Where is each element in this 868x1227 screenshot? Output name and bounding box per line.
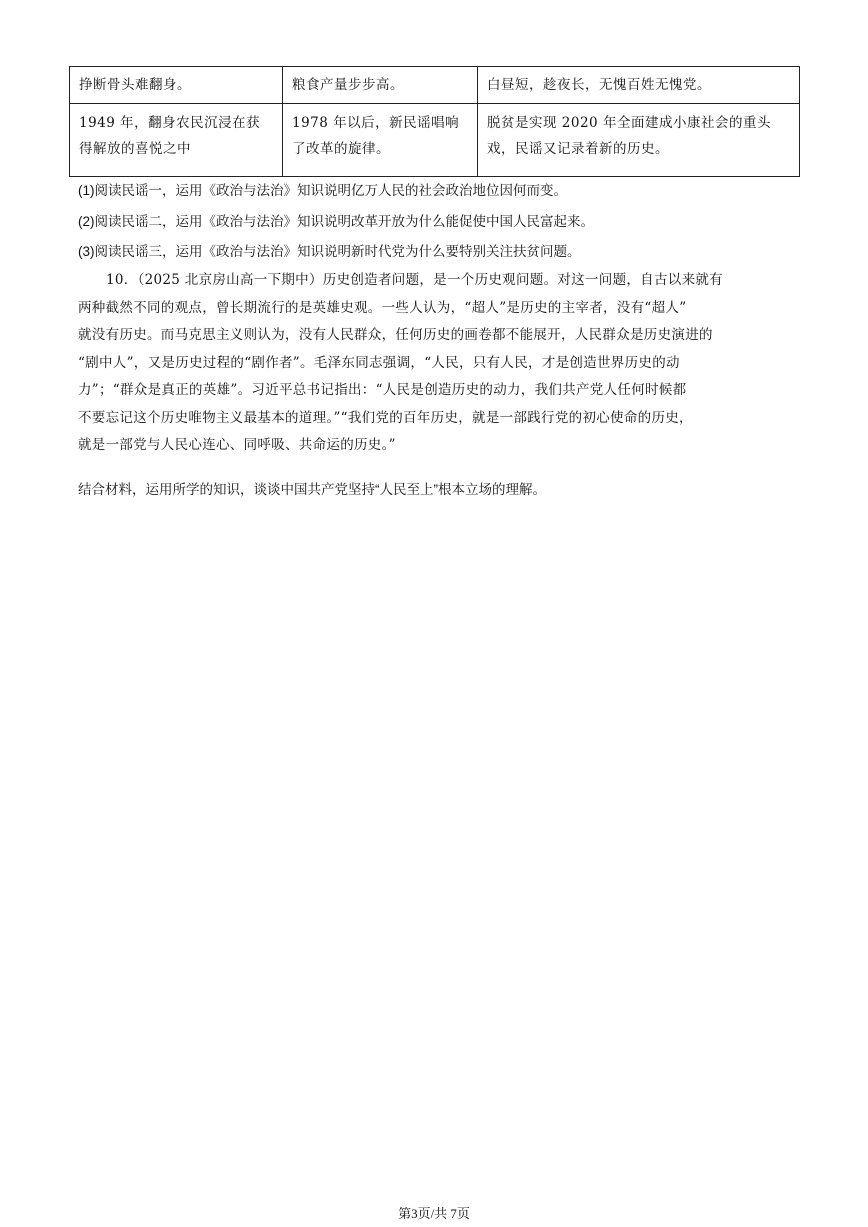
table-cell: 脱贫是实现 2020 年全面建成小康社会的重头戏，民谣又记录着新的历史。 bbox=[478, 104, 800, 177]
folk-song-table bbox=[69, 66, 800, 177]
table-cell: 粮食产量步步高。 bbox=[283, 67, 478, 104]
question-3: (3)阅读民谣三，运用《政治与法治》知识说明新时代党为什么要特别关注扶贫问题。 bbox=[78, 244, 581, 259]
question-10-material bbox=[78, 267, 790, 460]
material-line: “剧中人”，又是历史过程的“剧作者”。毛泽东同志强调，“人民，只有人民，才是创造世界历史的动 bbox=[78, 354, 680, 371]
material-line: 就没有历史。而马克思主义则认为，没有人民群众，任何历史的画卷都不能展开，人民群众是历史演进的 bbox=[78, 327, 713, 343]
material-line: 不要忘记这个历史唯物主义最基本的道理。”“我们党的百年历史，就是一部践行党的初心使命的历史， bbox=[78, 409, 693, 426]
table-cell: 1978 年以后，新民谣唱响了改革的旋律。 bbox=[283, 104, 478, 177]
page-footer: 第3页/共 7页 bbox=[398, 1206, 470, 1221]
material-line: 就是一部党与人民心连心、同呼吸、共命运的历史。” bbox=[78, 437, 396, 453]
table-row bbox=[70, 104, 800, 177]
table-cell: 白昼短，趁夜长，无愧百姓无愧党。 bbox=[478, 67, 800, 104]
table-cell: 1949 年，翻身农民沉浸在获得解放的喜悦之中 bbox=[70, 104, 283, 177]
table-cell: 挣断骨头难翻身。 bbox=[70, 67, 283, 104]
material-line: 力”；“群众是真正的英雄”。习近平总书记指出：“人民是创造历史的动力，我们共产党人任何时候都 bbox=[78, 382, 687, 398]
question-2: (2)阅读民谣二，运用《政治与法治》知识说明改革开放为什么能促使中国人民富起来。 bbox=[78, 214, 594, 229]
material-line: 两种截然不同的观点，曾长期流行的是英雄史观。一些人认为，“超人”是历史的主宰者，没有“超人” bbox=[78, 299, 687, 316]
question-1: (1)阅读民谣一，运用《政治与法治》知识说明亿万人民的社会政治地位因何而变。 bbox=[78, 183, 567, 198]
question-10-task: 结合材料，运用所学的知识，谈谈中国共产党坚持“人民至上”根本立场的理解。 bbox=[78, 482, 546, 497]
material-line: 10．（2025 北京房山高一下期中）历史创造者问题，是一个历史观问题。对这一问题，自古以来就有 bbox=[106, 272, 723, 288]
table-row bbox=[70, 67, 800, 104]
